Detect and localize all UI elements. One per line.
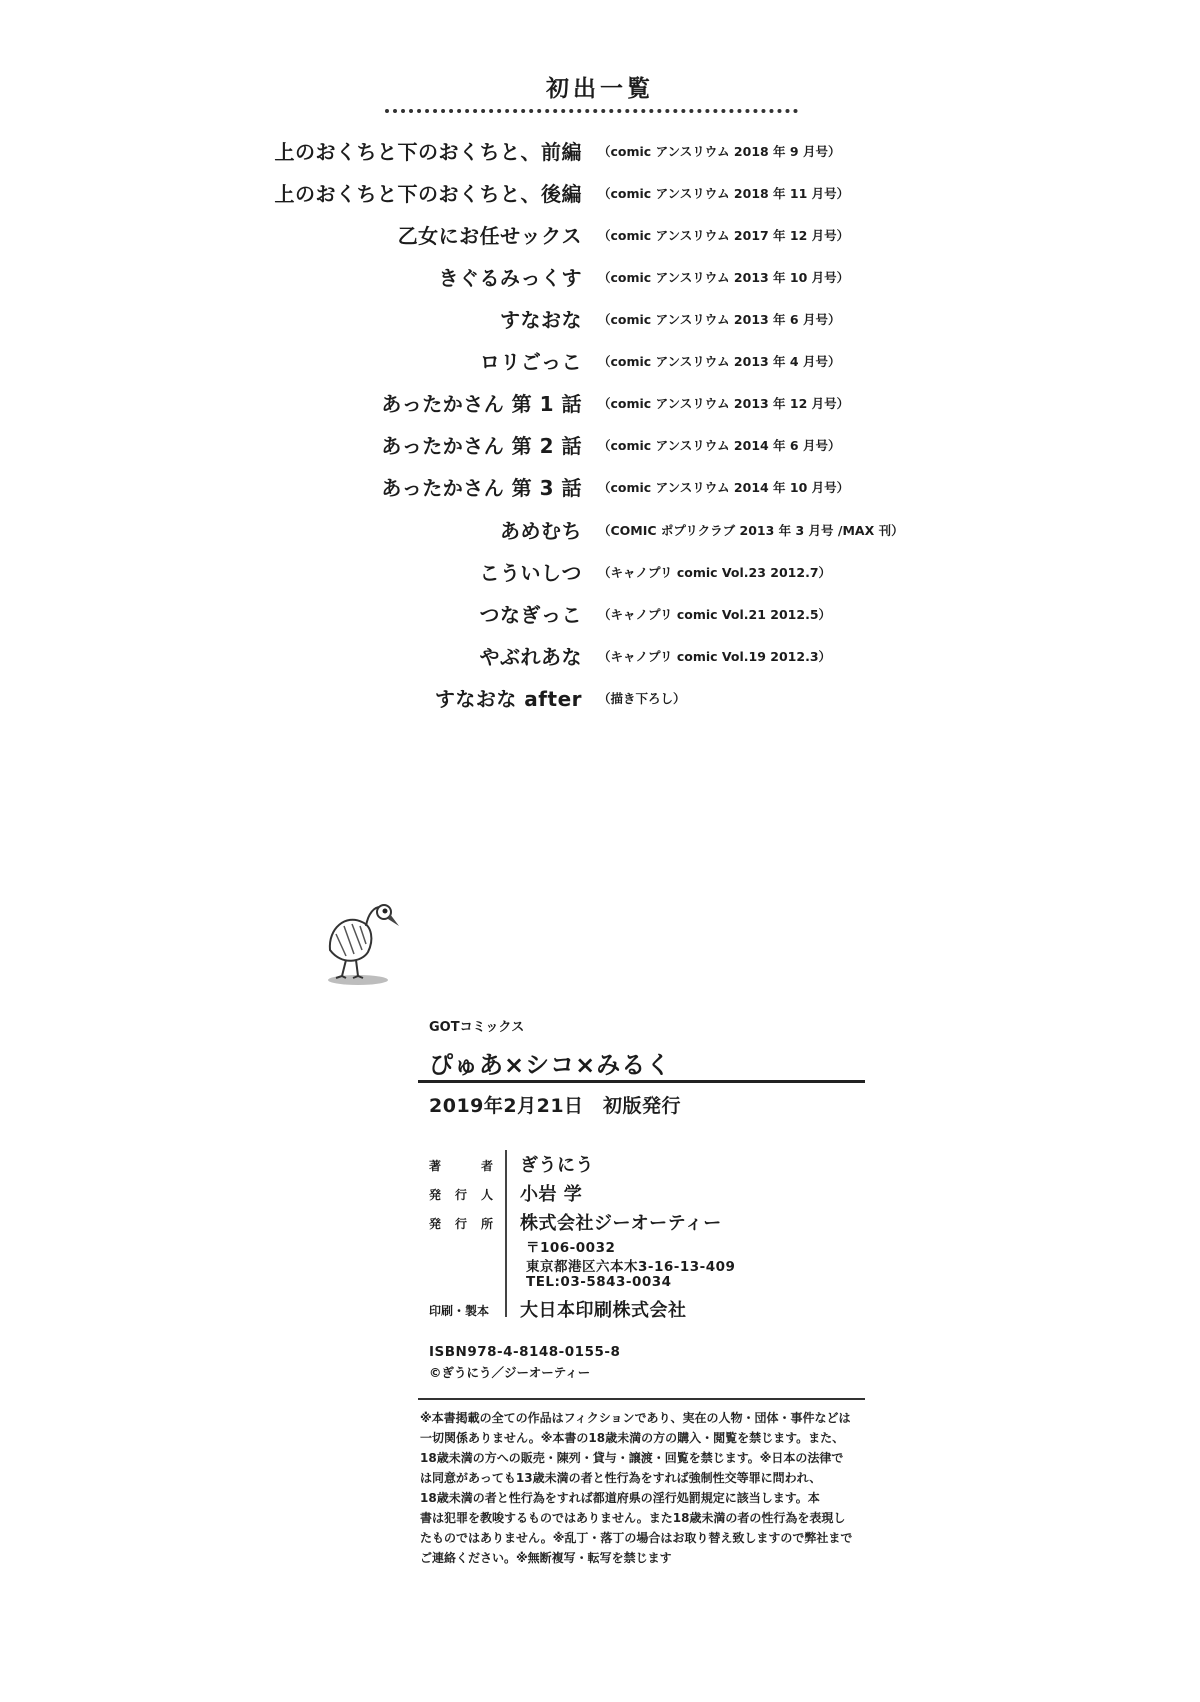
imprint-label: GOTコミックス: [429, 1020, 525, 1035]
story-source: （キャノプリ comic Vol.21 2012.5）: [598, 607, 832, 622]
dotted-divider: [385, 109, 798, 113]
publisher-label: 発行人: [429, 1188, 493, 1202]
story-title: 上のおくちと下のおくちと、後編: [274, 182, 582, 206]
story-source: （描き下ろし）: [598, 691, 686, 706]
author-label: 著 者: [429, 1159, 493, 1173]
story-row: [0, 135, 1200, 169]
story-source: （comic アンスリウム 2014 年 6 月号）: [598, 438, 841, 453]
publisher-name: 小岩 学: [520, 1184, 583, 1205]
story-row: [0, 640, 1200, 674]
story-title: 乙女にお任せックス: [397, 224, 582, 248]
copyright-line: ©ぎうにう／ジーオーティー: [429, 1365, 591, 1380]
story-source: （comic アンスリウム 2013 年 6 月号）: [598, 312, 841, 327]
book-title: ぴゅあ×シコ×みるく: [429, 1051, 672, 1079]
story-row: [0, 429, 1200, 463]
story-row: [0, 219, 1200, 253]
office-label: 発行所: [429, 1217, 493, 1231]
bird-doodle-icon: [320, 900, 400, 988]
story-row: [0, 556, 1200, 590]
story-title: 上のおくちと下のおくちと、前編: [274, 140, 582, 164]
story-title: すなおな after: [434, 687, 582, 711]
edition-date: 2019年2月21日 初版発行: [429, 1095, 682, 1117]
office-name: 株式会社ジーオーティー: [520, 1213, 722, 1234]
story-row: [0, 345, 1200, 379]
story-row: [0, 598, 1200, 632]
postal-code: 〒106-0032: [526, 1240, 616, 1256]
story-source: （comic アンスリウム 2014 年 10 月号）: [598, 480, 850, 495]
legal-divider: [418, 1398, 865, 1400]
story-row: [0, 387, 1200, 421]
story-row: [0, 514, 1200, 548]
author-name: ぎうにう: [520, 1155, 594, 1176]
story-source: （comic アンスリウム 2018 年 9 月号）: [598, 144, 841, 159]
story-title: あったかさん 第 1 話: [381, 392, 582, 416]
colophon-divider: [505, 1150, 507, 1317]
story-row: [0, 682, 1200, 716]
story-source: （comic アンスリウム 2013 年 4 月号）: [598, 354, 841, 369]
printer-label: 印刷・製本: [429, 1304, 490, 1318]
story-row: [0, 261, 1200, 295]
story-row: [0, 303, 1200, 337]
story-source: （comic アンスリウム 2018 年 11 月号）: [598, 186, 850, 201]
story-source: （comic アンスリウム 2013 年 12 月号）: [598, 396, 850, 411]
story-row: [0, 471, 1200, 505]
story-title: あったかさん 第 3 話: [381, 476, 582, 500]
story-title: つなぎっこ: [479, 603, 582, 627]
story-title: こういしつ: [479, 561, 582, 585]
story-title: あったかさん 第 2 話: [381, 434, 582, 458]
story-row: [0, 177, 1200, 211]
story-source: （キャノプリ comic Vol.19 2012.3）: [598, 649, 832, 664]
story-source: （COMIC ポプリクラブ 2013 年 3 月号 /MAX 刊）: [598, 523, 904, 538]
story-title: すなおな: [500, 308, 582, 332]
story-title: やぶれあな: [479, 645, 582, 669]
printer-name: 大日本印刷株式会社: [520, 1300, 687, 1321]
first-appearance-heading: 初出一覧: [546, 76, 654, 102]
story-title: きぐるみっくす: [438, 266, 582, 290]
story-source: （comic アンスリウム 2013 年 10 月号）: [598, 270, 850, 285]
title-underline: [418, 1080, 865, 1083]
office-tel: TEL:03-5843-0034: [526, 1274, 672, 1290]
isbn: ISBN978-4-8148-0155-8: [429, 1344, 621, 1360]
story-title: あめむち: [500, 519, 582, 543]
story-source: （comic アンスリウム 2017 年 12 月号）: [598, 228, 850, 243]
story-source: （キャノプリ comic Vol.23 2012.7）: [598, 565, 832, 580]
office-address: 東京都港区六本木3-16-13-409: [526, 1259, 736, 1275]
legal-notice: ※本書掲載の全ての作品はフィクションであり、実在の人物・団体・事件などは 一切関係ありません。※本書の18歳未満の方の購入・閲覧を禁じます。また、 18歳未満の方への販売・陳列・貸与・譲渡・回覧を禁じます。※日本の法律で は同意があっても13歳未満の者と性行為をすれば強制性交等罪に問われ、 18歳未満の者と性行為をすれば都道府県の淫行処罰規定に該当します。本 書は犯罪を教唆するものではありません。また18歳未満の者の性行為を表現し たものではありません。※乱丁・落丁の場合はお取り替え致しますので弊社まで ご連絡ください。※無断複写・転写を禁じます: [420, 1411, 853, 1565]
story-title: ロリごっこ: [479, 350, 582, 374]
